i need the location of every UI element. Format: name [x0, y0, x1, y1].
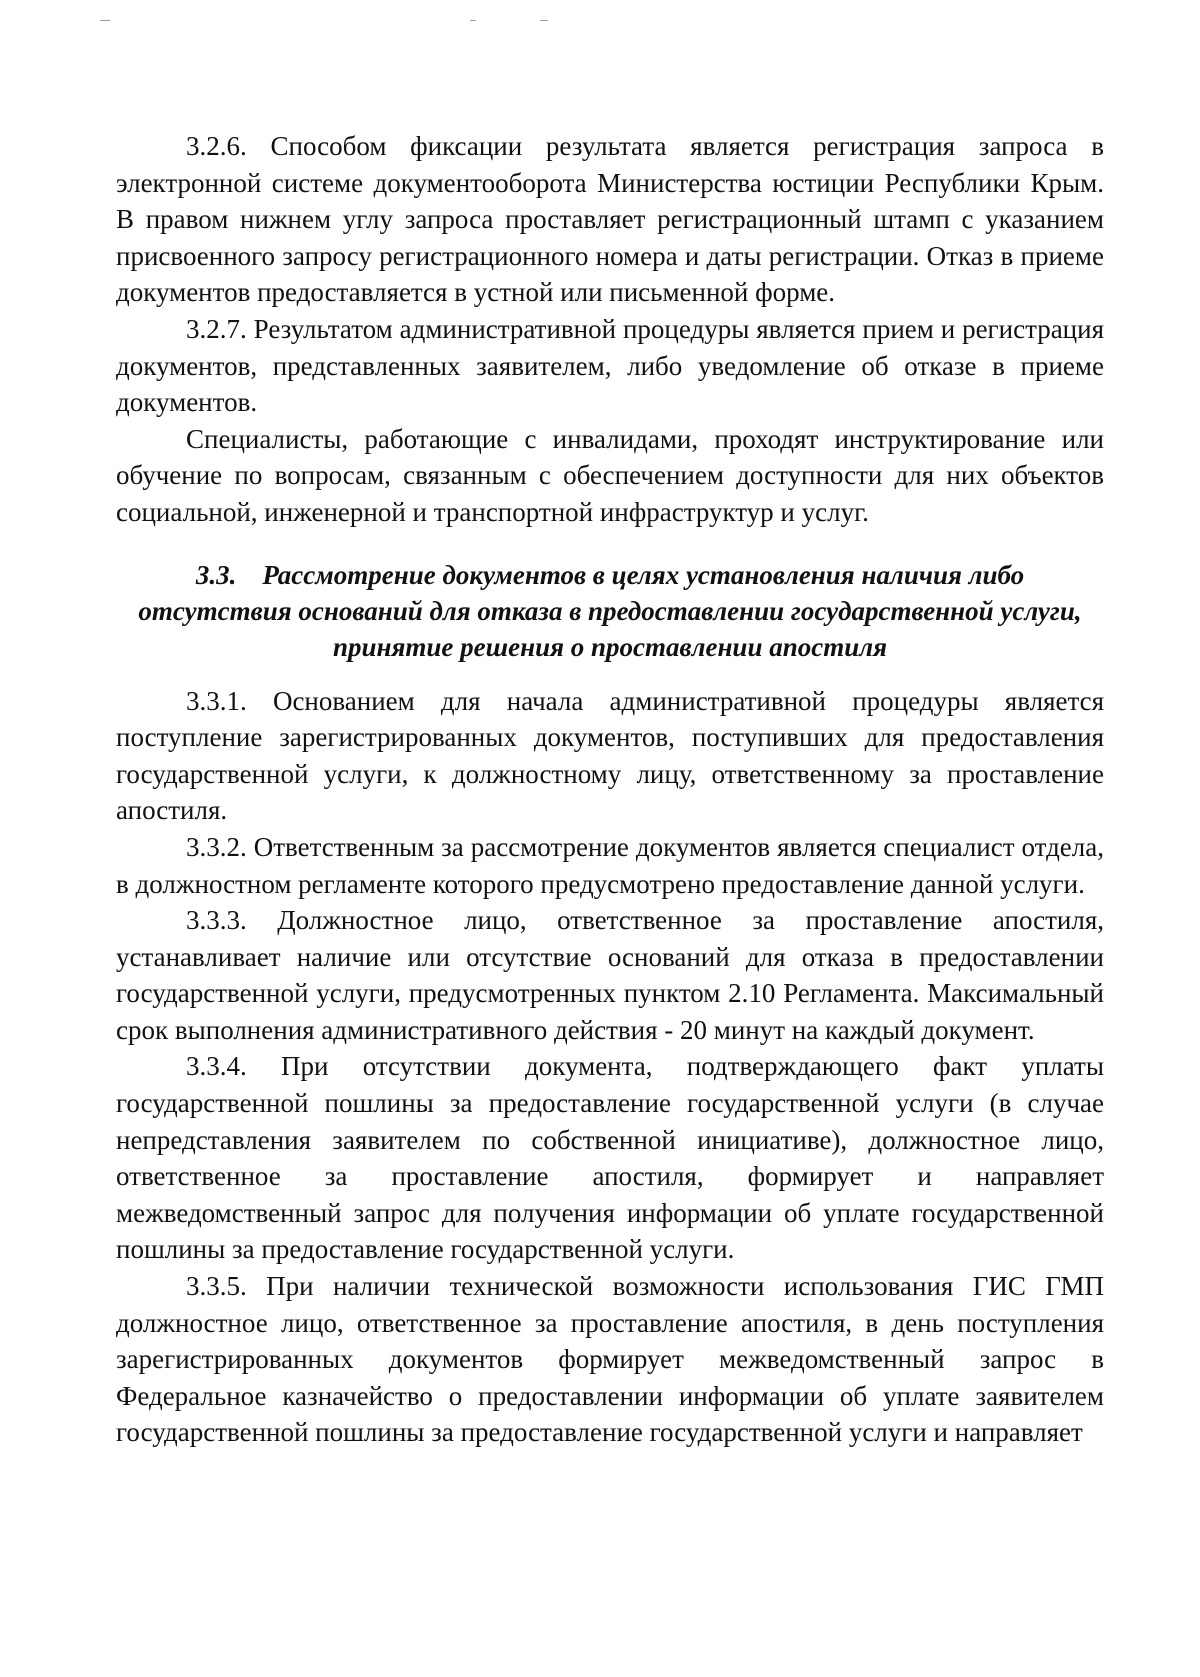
paragraph-number: 3.2.6.: [186, 131, 247, 161]
paragraph-3-3-3: [116, 902, 1104, 1048]
paragraph-number: 3.2.7.: [186, 313, 247, 344]
paragraph-3-3-4: [116, 1048, 1104, 1268]
scan-artifact-mark: [100, 20, 110, 21]
paragraph-number: 3.3.2.: [186, 831, 247, 862]
paragraph-specialists: [116, 421, 1104, 531]
paragraph-text: Способом фиксации результата является регистрация запроса в электронной системе документооборота Министерства юстиции Республики Крым. В правом нижнем углу запроса проставляет регистрационный штамп с указанием присвоенного запросу регистрационного номера и даты регистрации. Отказ в приеме документов предоставляется в устной или письменной форме.: [116, 131, 1105, 308]
paragraph-text: Результатом административной процедуры является прием и регистрация документов, представленных заявителем, либо уведомление об отказе в приеме документов.: [116, 313, 1104, 418]
paragraph-number: 3.3.3.: [186, 905, 247, 936]
paragraph-text: Специалисты, работающие с инвалидами, проходят инструктирование или обучение по вопросам, связанным с обеспечением доступности для них объектов социальной, инженерной и транспортной инфраструктур и услуг.: [116, 423, 1104, 527]
paragraph-3-3-2: [116, 829, 1104, 902]
scan-artifact-mark: [470, 20, 476, 21]
paragraph-number: 3.3.5.: [186, 1271, 247, 1302]
paragraph-number: 3.3.1.: [186, 685, 247, 716]
section-title: Рассмотрение документов в целях установления наличия либо отсутствия оснований для отказа в предоставлении государственной услуги, принятие решения о проставлении апостиля: [138, 559, 1082, 662]
paragraph-3-3-1: [116, 683, 1104, 829]
document-body: [116, 128, 1104, 1451]
paragraph-3-3-5: [116, 1268, 1104, 1451]
scan-artifact-mark: [540, 20, 548, 21]
paragraph-number: 3.3.4.: [186, 1051, 247, 1082]
paragraph-text: Ответственным за рассмотрение документов является специалист отдела, в должностном регламенте которого предусмотрено предоставление данной услуги.: [116, 831, 1104, 899]
section-number: 3.3.: [195, 559, 237, 590]
paragraph-text: При отсутствии документа, подтверждающего факт уплаты государственной пошлины за предоставление государственной услуги (в случае непредставления заявителем по собственной инициативе), должностное лицо, ответственное за проставление апостиля, формирует и направляет межведомственный запрос для получения информации об уплате государственной пошлины за предоставление государственной услуги.: [116, 1051, 1104, 1265]
paragraph-text: Основанием для начала административной процедуры является поступление зарегистрированных документов, поступивших для предоставления государственной услуги, к должностному лицу, ответственному за проставление апостиля.: [116, 685, 1105, 826]
paragraph-3-2-6: [116, 128, 1104, 311]
paragraph-3-2-7: [116, 311, 1104, 421]
paragraph-text: При наличии технической возможности использования ГИС ГМП должностное лицо, ответственное за проставление апостиля, в день поступления зарегистрированных документов формирует межведомственный запрос в Федеральное казначейство о предоставлении информации об уплате заявителем государственной пошлины за предоставление государственной услуги и направляет: [116, 1271, 1104, 1448]
paragraph-text: Должностное лицо, ответственное за проставление апостиля, устанавливает наличие или отсутствие оснований для отказа в предоставлении государственной услуги, предусмотренных пунктом 2.10 Регламента. Максимальный срок выполнения административного действия - 20 минут на каждый документ.: [116, 905, 1105, 1045]
section-heading-3-3: [116, 557, 1104, 665]
